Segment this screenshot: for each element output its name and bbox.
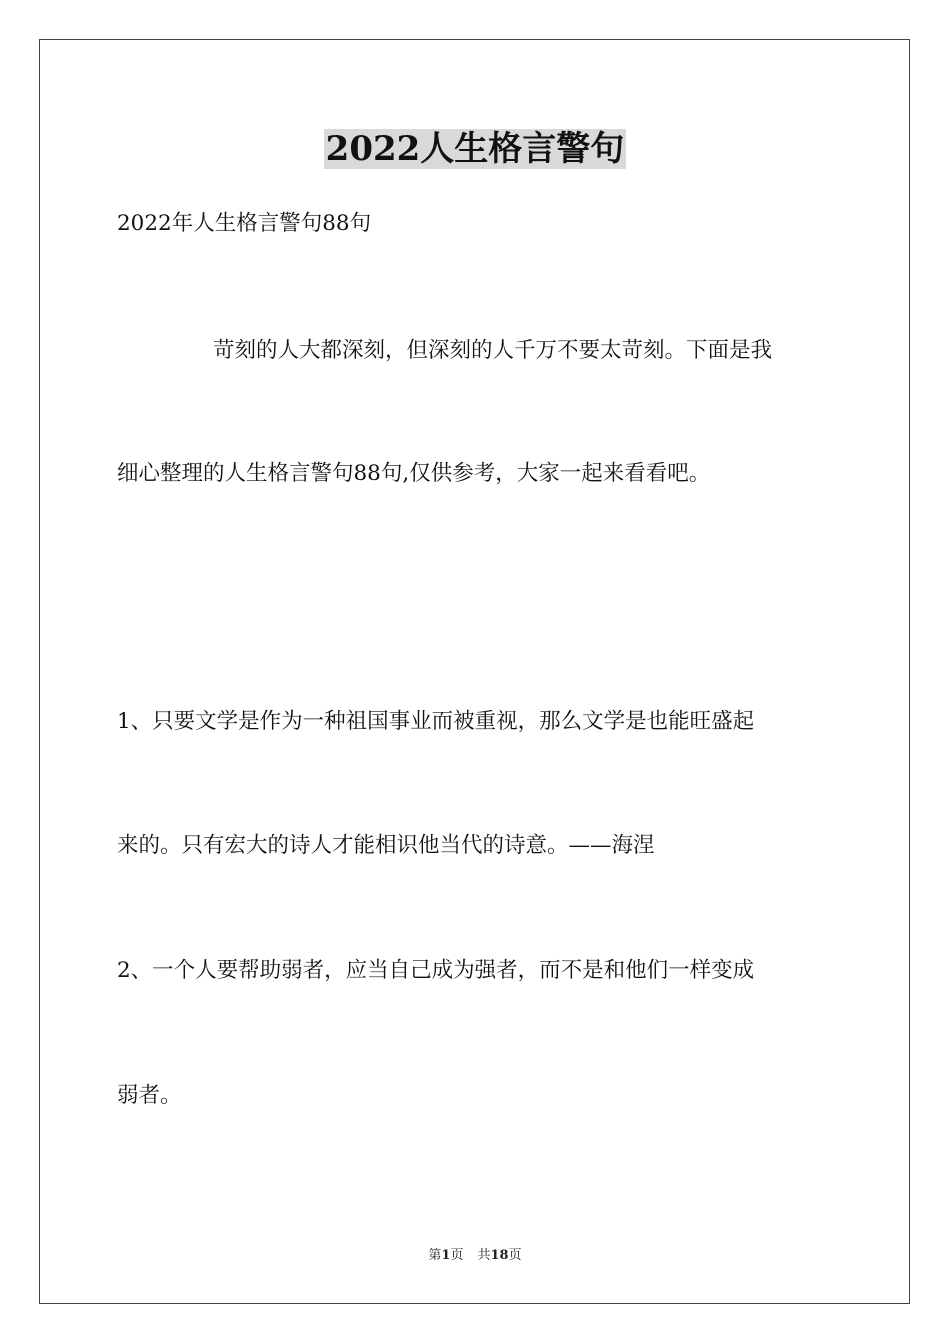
item-1-line-2: 来的。只有宏大的诗人才能相识他当代的诗意。——海涅 (117, 833, 655, 858)
document-subtitle: 2022年人生格言警句88句 (117, 211, 372, 236)
footer-page-prefix: 第 (428, 1248, 442, 1263)
footer-page-current: 1 (441, 1248, 451, 1263)
footer-page-suffix: 页 (450, 1248, 464, 1263)
item-1-line-1: 1、只要文学是作为一种祖国事业而被重视，那么文学是也能旺盛起 (117, 709, 755, 734)
document-title-text: 2022人生格言警句 (325, 129, 625, 169)
page-footer (0, 1246, 950, 1266)
intro-line-2: 细心整理的人生格言警句88句,仅供参考，大家一起来看看吧。 (117, 461, 711, 486)
footer-page-total: 18 (490, 1248, 509, 1263)
footer-total-suffix: 页 (508, 1248, 522, 1263)
intro-line-1: 苛刻的人大都深刻，但深刻的人千万不要太苛刻。下面是我 (213, 338, 773, 363)
item-2-line-2: 弱者。 (117, 1083, 182, 1108)
document-title (0, 124, 950, 174)
footer-total-prefix: 共 (477, 1248, 491, 1263)
item-2-line-1: 2、一个人要帮助弱者，应当自己成为强者，而不是和他们一样变成 (117, 958, 755, 983)
